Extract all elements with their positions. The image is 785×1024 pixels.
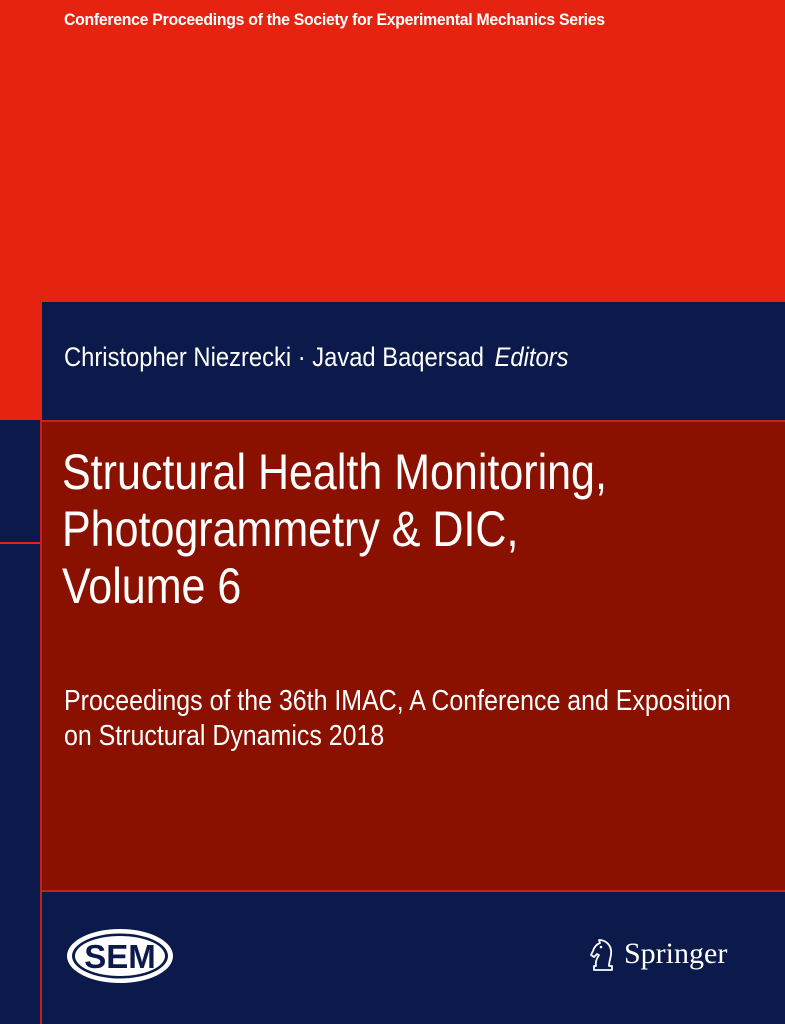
sem-logo [64, 926, 176, 986]
subtitle-line-2: on Structural Dynamics 2018 [64, 720, 385, 752]
book-title [62, 444, 607, 615]
springer-logo [588, 936, 727, 972]
left-strip-navy [0, 420, 42, 1024]
left-strip-divider [0, 542, 42, 544]
sem-logo-text: SEM [84, 938, 156, 975]
springer-wordmark: Springer [624, 937, 728, 970]
book-subtitle [64, 684, 731, 754]
top-red-band [0, 0, 785, 302]
editors-band [42, 302, 785, 420]
editor-names: Christopher Niezrecki · Javad Baqersad [64, 342, 484, 372]
title-line-2: Photogrammetry & DIC, [62, 501, 519, 557]
title-line-3: Volume 6 [62, 558, 242, 614]
editors-role: Editors [494, 342, 569, 372]
series-title: Conference Proceedings of the Society for Experimental Mechanics Series [64, 10, 605, 29]
left-strip-red [0, 302, 42, 420]
editors-line [64, 342, 568, 373]
title-band [42, 420, 785, 892]
subtitle-line-1: Proceedings of the 36th IMAC, A Conference and Exposition [64, 685, 731, 717]
title-line-1: Structural Health Monitoring, [62, 444, 607, 500]
chess-knight-icon [588, 936, 618, 972]
bottom-band [42, 892, 785, 1024]
